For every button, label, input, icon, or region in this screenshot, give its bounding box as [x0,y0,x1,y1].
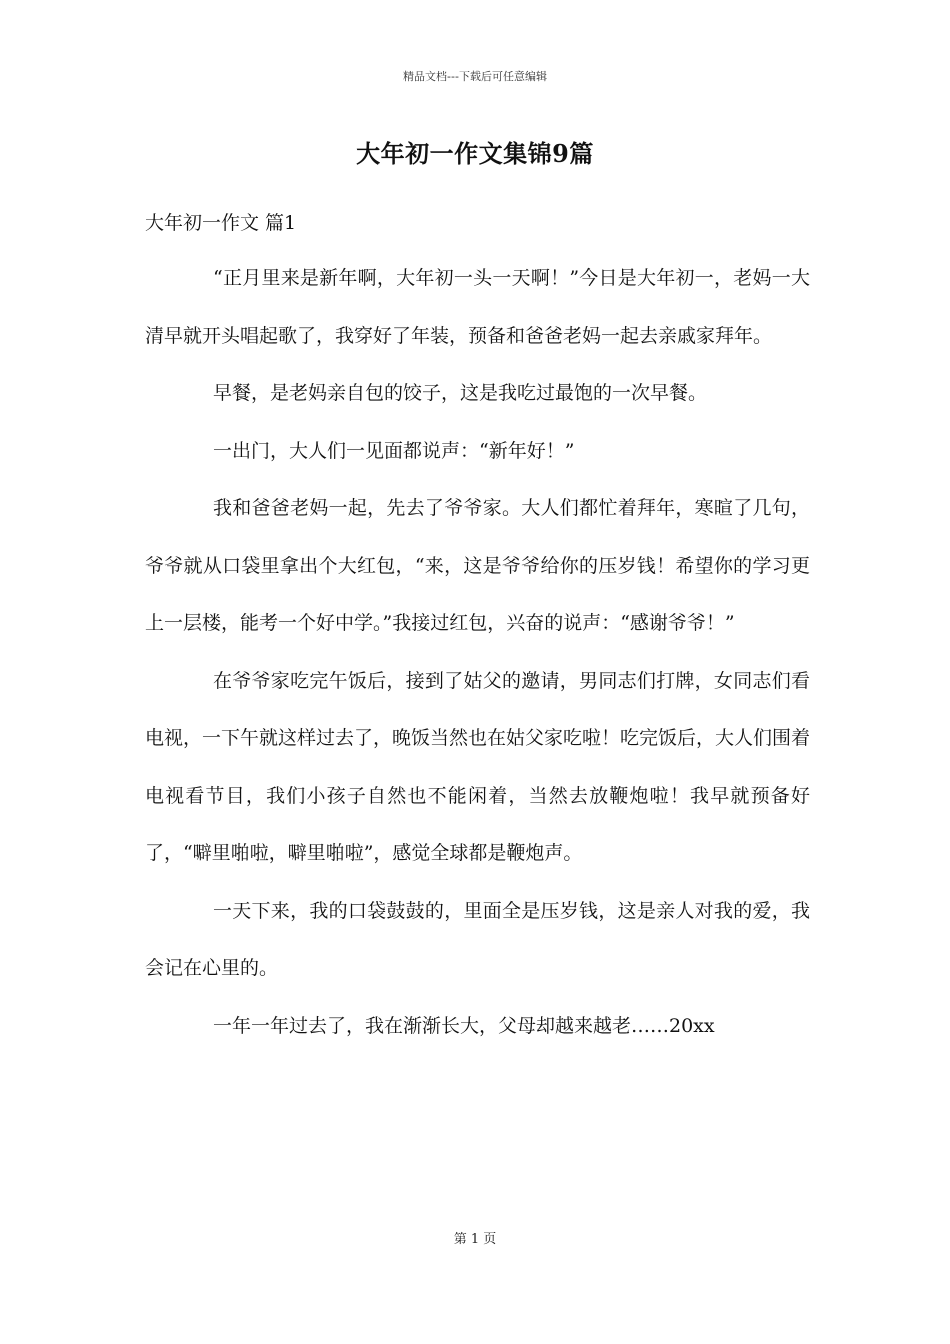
section-heading: 大年初一作文 篇1 [145,212,297,234]
paragraph: 我和爸爸老妈一起，先去了爷爷家。大人们都忙着拜年，寒暄了几句，爷爷就从口袋里拿出个大红包，“来，这是爷爷给你的压岁钱！希望你的学习更上一层楼，能考一个好中学。”我接过红包，兴奋的说声：“感谢爷爷！” [145,497,810,634]
paragraph: 在爷爷家吃完午饭后，接到了姑父的邀请，男同志们打牌，女同志们看电视，一下午就这样过去了，晚饭当然也在姑父家吃啦！吃完饭后，大人们围着电视看节目，我们小孩子自然也不能闲着，当然去放鞭炮啦！我早就预备好了，“噼里啪啦，噼里啪啦”，感觉全球都是鞭炮声。 [145,669,811,864]
header-note: 精品文档---下载后可任意编辑 [403,70,547,83]
document-body [145,250,810,1055]
paragraph: “正月里来是新年啊，大年初一头一天啊！”今日是大年初一，老妈一大清早就开头唱起歌了，我穿好了年装，预备和爸爸老妈一起去亲戚家拜年。 [145,267,810,347]
paragraph: 一天下来，我的口袋鼓鼓的，里面全是压岁钱，这是亲人对我的爱，我会记在心里的。 [145,899,810,979]
page-number: 第 1 页 [453,1232,497,1247]
paragraph: 一出门，大人们一见面都说声：“新年好！” [213,439,575,462]
paragraph: 早餐，是老妈亲自包的饺子，这是我吃过最饱的一次早餐。 [213,382,708,404]
paragraph: 一年一年过去了，我在渐渐长大，父母却越来越老……20xx [213,1014,715,1037]
document-title: 大年初一作文集锦9篇 [356,139,594,168]
